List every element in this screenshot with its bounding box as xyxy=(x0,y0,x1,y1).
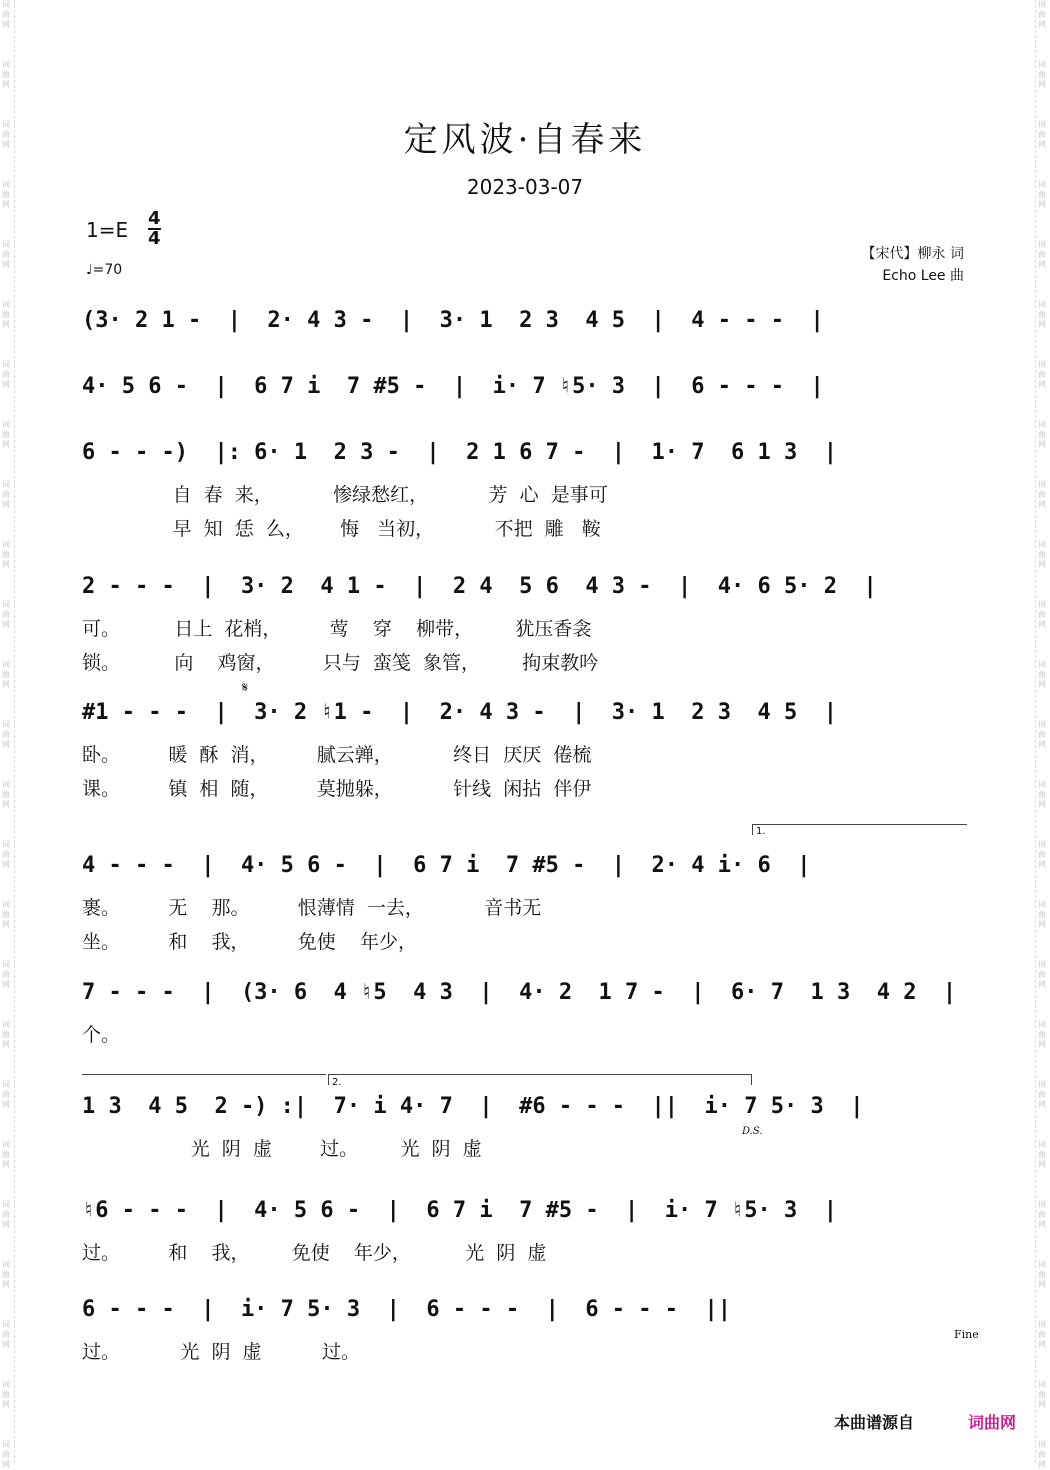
watermark-text: 词曲网 xyxy=(2,900,10,929)
volta-2-bracket xyxy=(328,1074,752,1085)
watermark-text: 词曲网 xyxy=(1038,720,1046,749)
lyric-line: 课。 镇 相 随， 莫抛躲， 针线 闲拈 伴伊 xyxy=(82,778,592,800)
song-date: 2023-03-07 xyxy=(466,175,584,199)
watermark-text: 词曲网 xyxy=(1038,780,1046,809)
left-margin-watermark xyxy=(0,0,15,1469)
watermark-text: 词曲网 xyxy=(1038,1260,1046,1289)
watermark-text: 词曲网 xyxy=(2,780,10,809)
watermark-text: 词曲网 xyxy=(1038,300,1046,329)
notation-line: ♮6 - - - | 4· 5 6 - | 6 7 i 7 #5 - | i· 7 ♮5· 3 | xyxy=(82,1198,837,1223)
lyric-line: 光 阴 虚 过。 光 阴 虚 xyxy=(82,1138,482,1160)
segno-mark: 𝄋 xyxy=(242,680,249,696)
watermark-text: 词曲网 xyxy=(1038,60,1046,89)
lyric-line: 过。 光 阴 虚 过。 xyxy=(82,1341,360,1363)
notation-line: #1 - - - | 3· 2 ♮1 - | 2· 4 3 - | 3· 1 2 3 4 5 | xyxy=(82,700,837,725)
notation-line: 4· 5 6 - | 6 7 i 7 #5 - | i· 7 ♮5· 3 | 6 - - - | xyxy=(82,374,824,399)
watermark-text: 词曲网 xyxy=(1038,480,1046,509)
watermark-text: 词曲网 xyxy=(1038,180,1046,209)
volta-1-bracket xyxy=(752,824,967,835)
watermark-text: 词曲网 xyxy=(2,480,10,509)
ds-mark: D.S. xyxy=(742,1126,763,1137)
watermark-text: 词曲网 xyxy=(1038,120,1046,149)
watermark-text: 词曲网 xyxy=(2,180,10,209)
watermark-text: 词曲网 xyxy=(2,1320,10,1349)
watermark-text: 词曲网 xyxy=(1038,1200,1046,1229)
volta-2-label: 2. xyxy=(332,1077,342,1088)
watermark-text: 词曲网 xyxy=(1038,1140,1046,1169)
song-title: 定风波·自春来 xyxy=(403,120,647,160)
composer-credit: Echo Lee 曲 xyxy=(882,268,964,284)
watermark-text: 词曲网 xyxy=(1038,1080,1046,1109)
volta-continuation-line xyxy=(82,1074,326,1075)
watermark-text: 词曲网 xyxy=(1038,1020,1046,1049)
credits xyxy=(862,243,964,287)
watermark-text: 词曲网 xyxy=(2,1440,10,1469)
notation-line: 4 - - - | 4· 5 6 - | 6 7 i 7 #5 - | 2· 4 i· 6 | xyxy=(82,853,811,878)
lyric-line: 锁。 向 鸡窗， 只与 蛮笺 象管， 拘束教吟 xyxy=(82,652,599,674)
watermark-text: 词曲网 xyxy=(1038,540,1046,569)
notation-line: 2 - - - | 3· 2 4 1 - | 2 4 5 6 4 3 - | 4· 6 5· 2 | xyxy=(82,574,877,599)
lyric-line: 可。 日上 花梢， 莺 穿 柳带， 犹压香衾 xyxy=(82,618,592,640)
watermark-text: 词曲网 xyxy=(2,540,10,569)
time-signature: 4 4 xyxy=(148,208,161,249)
watermark-text: 词曲网 xyxy=(1038,900,1046,929)
watermark-text: 词曲网 xyxy=(2,1140,10,1169)
source-label: 本曲谱源自 xyxy=(833,1413,914,1432)
watermark-text: 词曲网 xyxy=(1038,0,1046,29)
watermark-text: 词曲网 xyxy=(1038,840,1046,869)
watermark-text: 词曲网 xyxy=(2,240,10,269)
lyric-line: 自 春 来， 惨绿愁红， 芳 心 是事可 xyxy=(82,484,608,506)
watermark-text: 词曲网 xyxy=(2,1380,10,1409)
watermark-text: 词曲网 xyxy=(2,720,10,749)
watermark-text: 词曲网 xyxy=(1038,600,1046,629)
tempo-marking: ♩=70 xyxy=(86,262,123,278)
notation-line: 7 - - - | (3· 6 4 ♮5 4 3 | 4· 2 1 7 - | 6· 7 1 3 4 2 | xyxy=(82,980,957,1005)
watermark-text: 词曲网 xyxy=(2,1200,10,1229)
watermark-text: 词曲网 xyxy=(2,60,10,89)
lyric-line: 早 知 恁 么， 悔 当初， 不把 雕 鞍 xyxy=(82,518,601,540)
watermark-text: 词曲网 xyxy=(2,120,10,149)
watermark-text: 词曲网 xyxy=(1038,1320,1046,1349)
notation-line: 1 3 4 5 2 -) :| 7· i 4· 7 | #6 - - - || i· 7 5· 3 | xyxy=(82,1094,864,1119)
watermark-text: 词曲网 xyxy=(2,360,10,389)
watermark-text: 词曲网 xyxy=(2,0,10,29)
footer-source xyxy=(834,1410,1016,1433)
watermark-text: 词曲网 xyxy=(2,300,10,329)
notation-line: 6 - - -) |: 6· 1 2 3 - | 2 1 6 7 - | 1· 7 6 1 3 | xyxy=(82,440,837,465)
watermark-text: 词曲网 xyxy=(2,840,10,869)
watermark-text: 词曲网 xyxy=(1038,1380,1046,1409)
watermark-text: 词曲网 xyxy=(1038,420,1046,449)
watermark-text: 词曲网 xyxy=(2,420,10,449)
lyricist-credit: 【宋代】柳永 词 xyxy=(861,246,964,262)
source-site-link[interactable]: 词曲网 xyxy=(967,1413,1016,1432)
watermark-text: 词曲网 xyxy=(1038,960,1046,989)
watermark-text: 词曲网 xyxy=(1038,240,1046,269)
lyric-line: 卧。 暖 酥 消， 腻云亸， 终日 厌厌 倦梳 xyxy=(82,744,592,766)
lyric-line: 裹。 无 那。 恨薄情 一去， 音书无 xyxy=(82,897,542,919)
watermark-text: 词曲网 xyxy=(1038,660,1046,689)
watermark-text: 词曲网 xyxy=(1038,360,1046,389)
watermark-text: 词曲网 xyxy=(2,960,10,989)
key-signature: 1=E xyxy=(86,218,129,242)
lyric-line: 个。 xyxy=(82,1024,121,1046)
notation-line: (3· 2 1 - | 2· 4 3 - | 3· 1 2 3 4 5 | 4 - - - | xyxy=(82,308,824,333)
lyric-line: 过。 和 我， 免使 年少， 光 阴 虚 xyxy=(82,1242,547,1264)
right-margin-watermark xyxy=(1035,0,1050,1469)
watermark-text: 词曲网 xyxy=(2,1080,10,1109)
volta-1-label: 1. xyxy=(756,826,766,837)
fine-mark: Fine xyxy=(954,1328,979,1341)
lyric-line: 坐。 和 我， 免使 年少， xyxy=(82,931,417,953)
watermark-text: 词曲网 xyxy=(2,660,10,689)
watermark-text: 词曲网 xyxy=(2,1260,10,1289)
watermark-text: 词曲网 xyxy=(2,1020,10,1049)
watermark-text: 词曲网 xyxy=(2,600,10,629)
watermark-text: 词曲网 xyxy=(1038,1440,1046,1469)
notation-line: 6 - - - | i· 7 5· 3 | 6 - - - | 6 - - - || xyxy=(82,1297,732,1322)
